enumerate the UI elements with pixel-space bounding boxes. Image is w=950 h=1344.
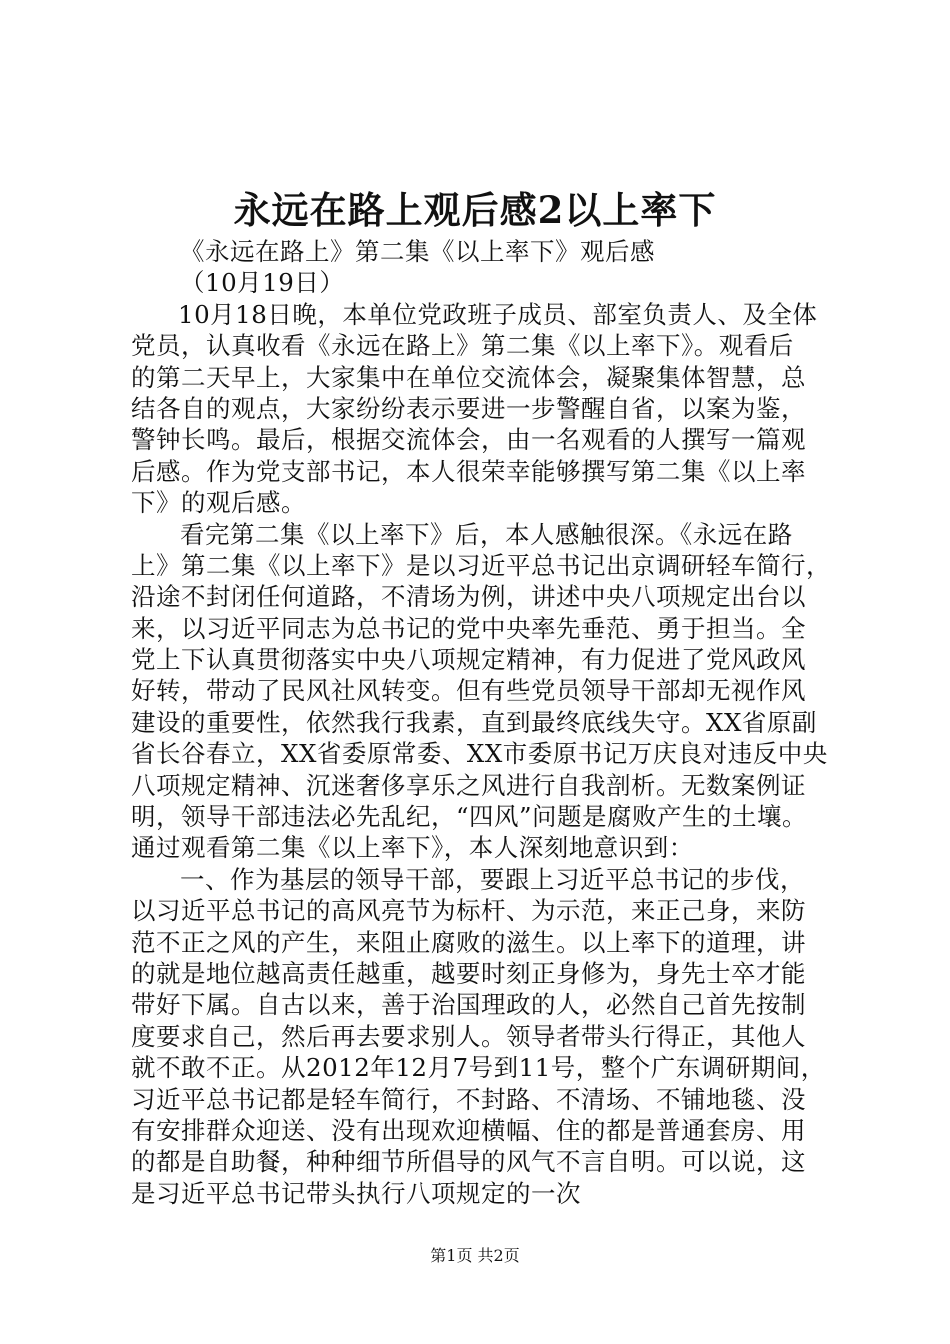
text-line: 来，以习近平同志为总书记的党中央率先垂范、勇于担当。全 [131, 613, 806, 643]
document-body [131, 236, 851, 1209]
text-line: （10月19日） [180, 268, 345, 298]
text-line: 10月18日晚，本单位党政班子成员、部室负责人、及全体 [178, 299, 818, 329]
text-line: 带好下属。自古以来，善于治国理政的人，必然自己首先按制 [131, 990, 806, 1020]
text-line: 的都是自助餐，种种细节所倡导的风气不言自明。可以说，这 [131, 1147, 806, 1177]
text-line: 的就是地位越高责任越重，越要时刻正身修为，身先士卒才能 [131, 958, 806, 988]
text-line: 就不敢不正。从2012年12月7号到11号，整个广东调研期间， [131, 1053, 826, 1083]
text-line: 范不正之风的产生，来阻止腐败的滋生。以上率下的道理，讲 [131, 927, 806, 957]
text-line: 一、作为基层的领导干部，要跟上习近平总书记的步伐， [180, 864, 805, 894]
text-line: 度要求自己，然后再去要求别人。领导者带头行得正，其他人 [131, 1021, 806, 1051]
text-line: 明，领导干部违法必先乱纪，“四风”问题是腐败产生的土壤。 [131, 802, 808, 832]
text-line: 警钟长鸣。最后，根据交流体会，由一名观看的人撰写一篇观 [131, 425, 806, 455]
text-line: 省长谷春立，XX省委原常委、XX市委原书记万庆良对违反中央 [131, 739, 828, 769]
text-line: 的第二天早上，大家集中在单位交流体会，凝聚集体智慧，总 [131, 362, 806, 392]
text-line: 通过观看第二集《以上率下》，本人深刻地意识到： [131, 833, 694, 863]
text-line: 后感。作为党支部书记，本人很荣幸能够撰写第二集《以上率 [131, 456, 806, 486]
text-line: 好转，带动了民风社风转变。但有些党员领导干部却无视作风 [131, 676, 806, 706]
text-line: 党员，认真收看《永远在路上》第二集《以上率下》。观看后 [131, 331, 794, 361]
text-line: 建设的重要性，依然我行我素，直到最终底线失守。XX省原副 [131, 707, 817, 737]
text-line: 是习近平总书记带头执行八项规定的一次 [131, 1178, 581, 1208]
text-line: 党上下认真贯彻落实中央八项规定精神，有力促进了党风政风 [131, 645, 806, 675]
text-line: 习近平总书记都是轻车简行，不封路、不清场、不铺地毯、没 [131, 1084, 806, 1114]
text-line: 《永远在路上》第二集《以上率下》观后感 [180, 237, 655, 266]
text-line: 结各自的观点，大家纷纷表示要进一步警醒自省，以案为鉴， [131, 393, 806, 423]
page-footer: 第1页 共2页 [430, 1246, 520, 1265]
text-line: 上》第二集《以上率下》是以习近平总书记出京调研轻车简行， [131, 550, 831, 580]
text-line: 下》的观后感。 [131, 488, 306, 518]
document-title: 永远在路上观后感2以上率下 [233, 188, 717, 232]
text-line: 以习近平总书记的高风亮节为标杆、为示范，来正己身，来防 [131, 896, 806, 926]
text-line: 有安排群众迎送、没有出现欢迎横幅、住的都是普通套房、用 [131, 1115, 806, 1145]
text-line: 看完第二集《以上率下》后，本人感触很深。《永远在路 [180, 519, 793, 549]
text-line: 沿途不封闭任何道路，不清场为例，讲述中央八项规定出台以 [131, 582, 806, 612]
text-line: 八项规定精神、沉迷奢侈享乐之风进行自我剖析。无数案例证 [131, 770, 806, 800]
